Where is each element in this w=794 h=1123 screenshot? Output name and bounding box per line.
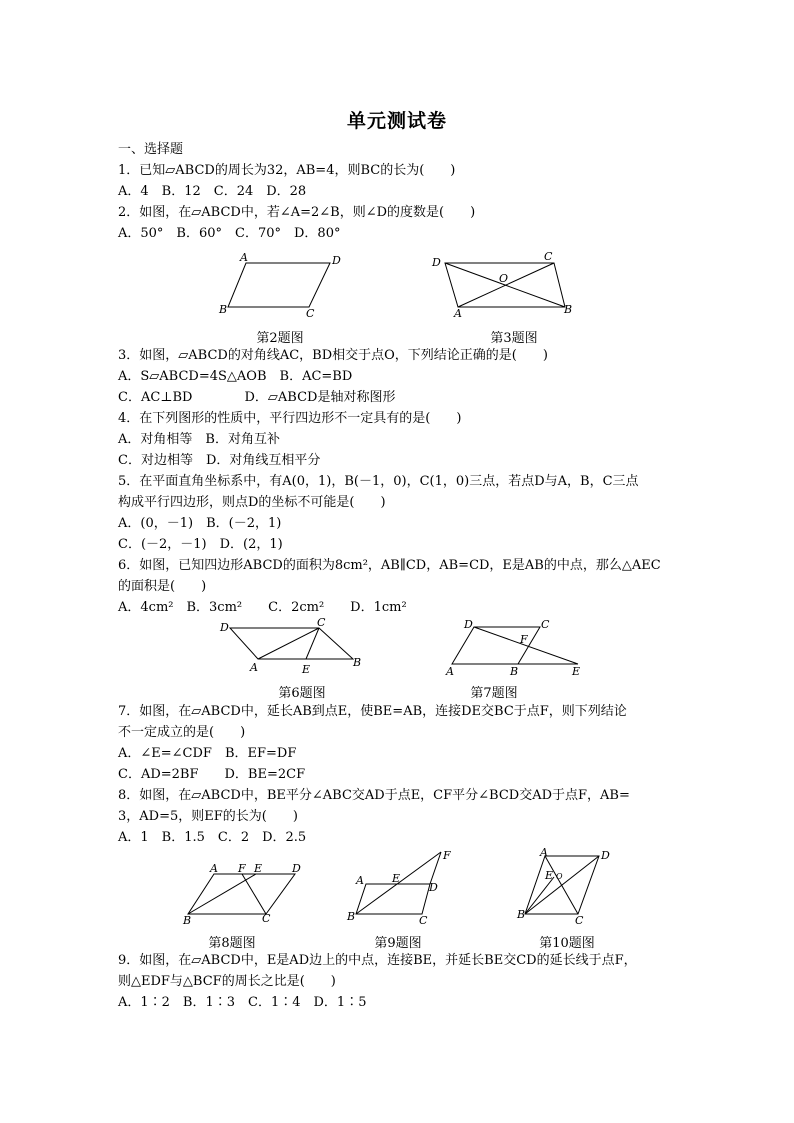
figure-6-diagram — [216, 616, 366, 680]
figure-10-caption: 第10题图 — [539, 936, 595, 951]
figure-2-label-c: C — [306, 307, 315, 320]
figure-7-label-d: D — [464, 618, 473, 631]
question-5-options-ab: A．(0，－1) B．(－2，1) — [118, 516, 282, 531]
question-3-options-ab: A．S▱ABCD=4S△AOB B．AC=BD — [118, 369, 353, 384]
question-9-continued: 则△EDF与△BCF的周长之比是( ) — [118, 974, 336, 989]
figure-9-label-f: F — [443, 849, 451, 862]
figure-7-label-a: A — [446, 665, 454, 678]
question-2-options: A．50° B．60° C．70° D．80° — [118, 226, 341, 241]
figure-6 — [216, 616, 366, 680]
question-4-options-cd: C．对边相等 D．对角线互相平分 — [118, 453, 321, 468]
figure-6-label-d: D — [220, 621, 229, 634]
figure-3-caption: 第3题图 — [490, 331, 538, 346]
figure-6-line-ec — [306, 628, 319, 659]
figure-6-label-c: C — [317, 616, 326, 629]
figure-6-caption: 第6题图 — [278, 686, 326, 701]
figure-7-label-b: B — [510, 665, 519, 678]
figure-9-line-df — [430, 852, 441, 884]
figure-7-caption: 第7题图 — [470, 686, 518, 701]
figure-10-line-be — [525, 877, 554, 914]
question-7: 7．如图，在▱ABCD中，延长AB到点E，使BE=AB，连接DE交BC于点F，则下列结论 — [118, 704, 627, 719]
section-heading: 一、选择题 — [118, 142, 184, 157]
figure-8-caption: 第8题图 — [208, 936, 256, 951]
figure-2-label-a: A — [240, 251, 248, 264]
figure-9-diagram — [342, 846, 462, 930]
figure-8 — [180, 856, 310, 930]
figure-9-parallelogram — [356, 884, 430, 914]
figure-6-label-a: A — [250, 661, 258, 674]
figure-2-label-b: B — [219, 303, 228, 316]
figure-10-diagram — [512, 846, 632, 930]
figure-9-label-e: E — [392, 872, 401, 885]
question-4-options-ab: A．对角相等 B．对角互补 — [118, 432, 280, 447]
figure-2-parallelogram — [228, 263, 330, 307]
question-1-options: A．4 B．12 C．24 D．28 — [118, 184, 307, 199]
figure-2-diagram — [214, 247, 354, 323]
figure-3-label-o: O — [499, 272, 509, 285]
question-7-options-ab: A．∠E=∠CDF B．EF=DF — [118, 746, 297, 761]
figure-9-label-b: B — [347, 910, 356, 923]
question-6: 6．如图，已知四边形ABCD的面积为8cm²，AB∥CD，AB=CD，E是AB的中点，那么△AEC — [118, 558, 661, 573]
figure-3-diagonal-ac — [458, 263, 554, 307]
figure-2-caption: 第2题图 — [256, 331, 304, 346]
figure-10-label-e: E — [545, 869, 554, 882]
figure-9-label-a: A — [356, 874, 364, 887]
question-6-continued: 的面积是( ) — [118, 579, 207, 594]
figure-3-label-b: B — [564, 303, 573, 316]
figure-8-diagram — [180, 856, 310, 930]
figure-8-label-f: F — [238, 862, 246, 875]
figure-2-label-d: D — [332, 254, 341, 267]
question-8-options: A．1 B．1.5 C．2 D．2.5 — [118, 830, 307, 845]
figure-9-caption: 第9题图 — [374, 936, 422, 951]
question-6-options: A．4cm² B．3cm² C．2cm² D．1cm² — [118, 600, 407, 615]
question-9: 9．如图，在▱ABCD中，E是AD边上的中点，连接BE，并延长BE交CD的延长线于点F， — [118, 953, 637, 968]
figure-3-diagram — [428, 247, 578, 323]
figure-8-label-e: E — [254, 862, 263, 875]
figure-8-label-c: C — [262, 912, 271, 925]
figure-10-line-db — [525, 856, 599, 914]
question-3-options-cd: C．AC⊥BD D．▱ABCD是轴对称图形 — [118, 390, 396, 405]
figure-10-label-a: A — [540, 846, 548, 859]
question-2: 2．如图，在▱ABCD中，若∠A=2∠B，则∠D的度数是( ) — [118, 205, 476, 220]
question-8: 8．如图，在▱ABCD中，BE平分∠ABC交AD于点E，CF平分∠BCD交AD于点F，AB= — [118, 788, 630, 803]
figure-8-line-cf — [242, 874, 266, 914]
figure-10-label-c: C — [575, 914, 584, 927]
figure-9-label-d: D — [429, 881, 438, 894]
figure-9 — [342, 846, 462, 930]
question-5-options-cd: C．(－2，－1) D．(2，1) — [118, 537, 283, 552]
figure-3 — [428, 247, 578, 323]
figure-10 — [512, 846, 632, 930]
figure-3-label-d: D — [432, 256, 441, 269]
page-title: 单元测试卷 — [346, 110, 447, 132]
question-5-continued: 构成平行四边形，则点D的坐标不可能是( ) — [118, 495, 386, 510]
figure-6-line-ac — [258, 628, 319, 659]
figure-3-label-c: C — [544, 250, 553, 263]
question-3: 3．如图，▱ABCD的对角线AC，BD相交于点O，下列结论正确的是( ) — [118, 348, 548, 363]
figure-8-parallelogram — [188, 874, 295, 914]
figure-7-label-c: C — [541, 618, 550, 631]
figure-7 — [442, 616, 592, 680]
question-1: 1．已知▱ABCD的周长为32，AB=4，则BC的长为( ) — [118, 163, 456, 178]
question-8-continued: 3，AD=5，则EF的长为( ) — [118, 809, 298, 824]
figure-10-label-b: B — [517, 908, 526, 921]
question-7-continued: 不一定成立的是( ) — [118, 725, 246, 740]
figure-8-label-a: A — [210, 862, 218, 875]
figure-6-quadrilateral — [230, 628, 353, 659]
figure-3-label-a: A — [454, 307, 462, 320]
question-9-options: A．1∶2 B．1∶3 C．1∶4 D．1∶5 — [118, 995, 367, 1010]
figure-7-label-f: F — [520, 633, 528, 646]
figure-10-label-d: D — [601, 849, 610, 862]
figure-7-diagram — [442, 616, 592, 680]
figure-9-label-c: C — [419, 914, 428, 927]
figure-6-label-b: B — [353, 656, 362, 669]
figure-2 — [214, 247, 354, 323]
figure-7-label-e: E — [572, 665, 581, 678]
figure-10-label-o: O — [556, 872, 563, 881]
question-5: 5．在平面直角坐标系中，有A(0，1)，B(－1，0)，C(1，0)三点，若点D与A，B，C三点 — [118, 474, 639, 489]
question-7-options-cd: C．AD=2BF D．BE=2CF — [118, 767, 306, 782]
figure-6-label-e: E — [302, 663, 311, 676]
figure-8-label-b: B — [183, 914, 192, 927]
figure-8-label-d: D — [292, 862, 301, 875]
question-4: 4．在下列图形的性质中，平行四边形不一定具有的是( ) — [118, 411, 462, 426]
